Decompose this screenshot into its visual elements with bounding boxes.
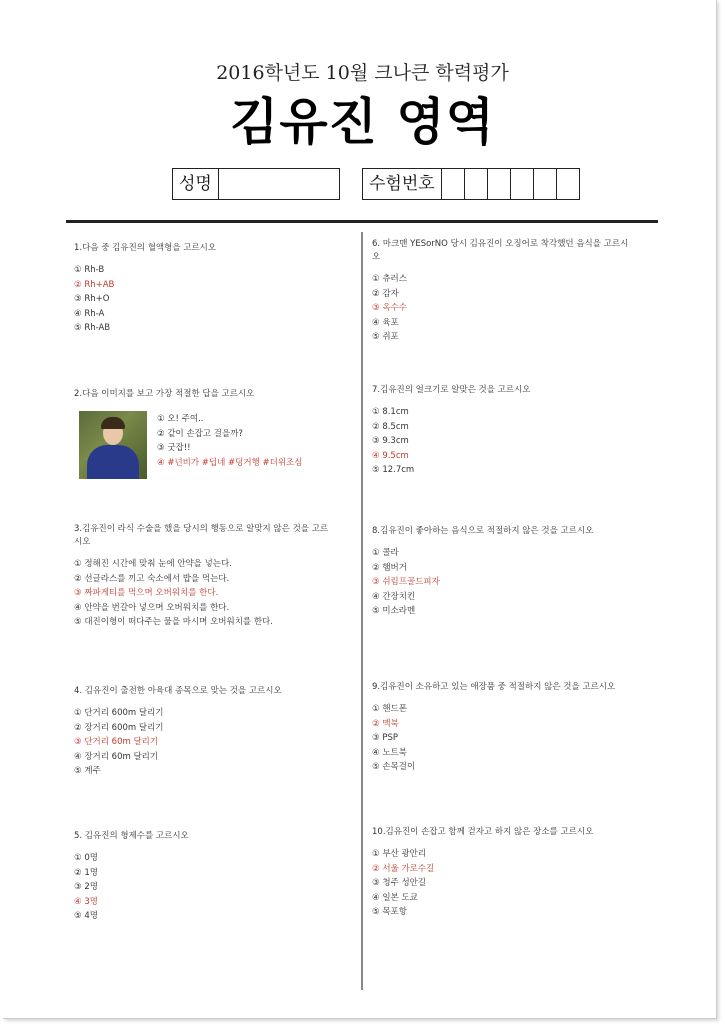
exam-number-digit[interactable] [534, 169, 557, 199]
option[interactable]: ④ 노트북 [372, 747, 407, 758]
option[interactable]: ① 오! 주여.. [157, 414, 204, 424]
option-answer[interactable]: ③ 단거리 60m 달리기 [74, 737, 159, 747]
option[interactable]: ① 단거리 600m 달리기 [74, 708, 164, 718]
option[interactable]: ② 선글라스를 끼고 숙소에서 밥을 먹는다. [74, 573, 230, 584]
option[interactable]: ① 콜라 [372, 548, 399, 558]
option[interactable]: ③ 2명 [74, 882, 98, 892]
name-box[interactable] [219, 169, 339, 199]
option-answer[interactable]: ② 서울 가로수길 [372, 863, 435, 874]
option[interactable]: ③ 9.3cm [372, 436, 409, 446]
option[interactable]: ① 8.1cm [372, 407, 409, 417]
exam-number-digit[interactable] [465, 169, 488, 199]
option[interactable]: ⑤ 미소라멘 [372, 606, 416, 616]
question-text: 4. 김유진이 출전한 아육대 종목으로 맞는 것을 고르시오 [74, 686, 282, 696]
option[interactable]: ④ 장거리 60m 달리기 [74, 751, 159, 762]
column-divider [361, 232, 363, 990]
option[interactable]: ⑤ 쥐포 [372, 332, 399, 342]
option[interactable]: ④ 안약을 번갈아 넣으며 오버워치를 한다. [74, 602, 230, 613]
option[interactable]: ⑤ 목포항 [372, 907, 407, 917]
option[interactable]: ② 8.5cm [372, 421, 409, 432]
question-text: 2.다음 이미지를 보고 가장 적절한 답을 고르시오 [74, 389, 255, 399]
question-5 [74, 830, 344, 924]
option[interactable]: ② 장거리 600m 달리기 [74, 722, 164, 733]
option[interactable]: ⑤ 4명 [74, 911, 98, 921]
option[interactable]: ⑤ 손목걸이 [372, 762, 416, 772]
name-label: 성명 [173, 169, 219, 199]
question-text: 3.김유진이 라식 수술을 했을 당시의 행동으로 알맞지 않은 것을 고르시오 [74, 524, 329, 547]
option[interactable]: ① Rh-B [74, 265, 105, 275]
option[interactable]: ④ 육포 [372, 317, 399, 328]
question-text: 10.김유진이 손잡고 함께 걷자고 하지 않은 장소를 고르시오 [372, 827, 594, 837]
exam-number-digit[interactable] [442, 169, 465, 199]
header-divider [66, 220, 658, 223]
option[interactable]: ② 햄버거 [372, 562, 407, 573]
question-1 [74, 242, 344, 336]
exam-number-label: 수험번호 [363, 169, 442, 199]
question-2 [74, 388, 344, 409]
option[interactable]: ② 1명 [74, 867, 98, 878]
option[interactable]: ② 같이 손잡고 걸을까? [157, 428, 243, 439]
option-answer[interactable]: ④ 9.5cm [372, 450, 409, 461]
option[interactable]: ④ 일본 도쿄 [372, 892, 418, 903]
option[interactable]: ① 츄러스 [372, 274, 407, 284]
exam-number-digit[interactable] [511, 169, 534, 199]
option[interactable]: ① 0명 [74, 853, 98, 863]
question-6 [372, 238, 634, 345]
option[interactable]: ② 감자 [372, 288, 399, 299]
option[interactable]: ① 정해진 시간에 맞춰 눈에 안약을 넣는다. [74, 559, 232, 569]
option-answer[interactable]: ② Rh+AB [74, 279, 115, 290]
option[interactable]: ③ 굿잡!! [157, 443, 191, 453]
option[interactable]: ④ 간장치킨 [372, 591, 416, 602]
option-answer[interactable]: ③ 옥수수 [372, 303, 407, 313]
question-4 [74, 685, 344, 779]
option[interactable]: ③ 청주 성안길 [372, 878, 427, 888]
question-text: 7.김유진의 얼크기로 알맞은 것을 고르시오 [372, 385, 531, 395]
option-answer[interactable]: ③ 쉬림프골드피자 [372, 577, 440, 587]
exam-number-digit[interactable] [557, 169, 579, 199]
option[interactable]: ⑤ Rh-AB [74, 323, 111, 333]
question-text: 1.다음 중 김유진의 혈액형을 고르시오 [74, 243, 217, 253]
question-text: 9.김유진이 소유하고 있는 애장품 중 적절하지 않은 것을 고르시오 [372, 682, 616, 692]
option[interactable]: ① 부산 광안리 [372, 849, 427, 859]
option-answer[interactable]: ③ 짜파게티를 먹으며 오버워치를 한다. [74, 588, 219, 598]
question-8 [372, 525, 642, 619]
question-10 [372, 826, 652, 920]
option-answer[interactable]: ④ #넌비가 #덥네 #덩거행 #더위조심 [157, 457, 303, 468]
exam-number-digit[interactable] [488, 169, 511, 199]
option[interactable]: ⑤ 12.7cm [372, 465, 415, 475]
option[interactable]: ① 핸드폰 [372, 704, 407, 714]
option[interactable]: ④ Rh-A [74, 308, 105, 319]
option[interactable]: ③ PSP [372, 733, 398, 743]
option-answer[interactable]: ② 맥북 [372, 718, 399, 729]
exam-number-field[interactable] [362, 168, 580, 200]
exam-subtitle: 2016학년도 10월 크나큰 학력평가 [216, 62, 509, 84]
question-2-options [157, 412, 302, 470]
question-text: 6. 마크맨 YESorNO 당시 김유진이 오징어로 착각했던 음식을 고르시오 [372, 239, 629, 262]
name-field[interactable] [172, 168, 340, 200]
option[interactable]: ③ Rh+O [74, 294, 110, 304]
question-text: 8.김유진이 좋아하는 음식으로 적절하지 않은 것을 고르시오 [372, 526, 594, 536]
member-photo [79, 411, 147, 479]
question-9 [372, 681, 652, 775]
question-3 [74, 523, 336, 630]
option[interactable]: ⑤ 계주 [74, 766, 101, 776]
option[interactable]: ⑤ 대진이형이 떠다주는 물을 마시며 오버워치를 한다. [74, 617, 273, 627]
option-answer[interactable]: ④ 3명 [74, 896, 98, 907]
exam-title: 김유진 영역 [230, 93, 495, 151]
question-7 [372, 384, 642, 478]
question-text: 5. 김유진의 형제수를 고르시오 [74, 831, 189, 841]
